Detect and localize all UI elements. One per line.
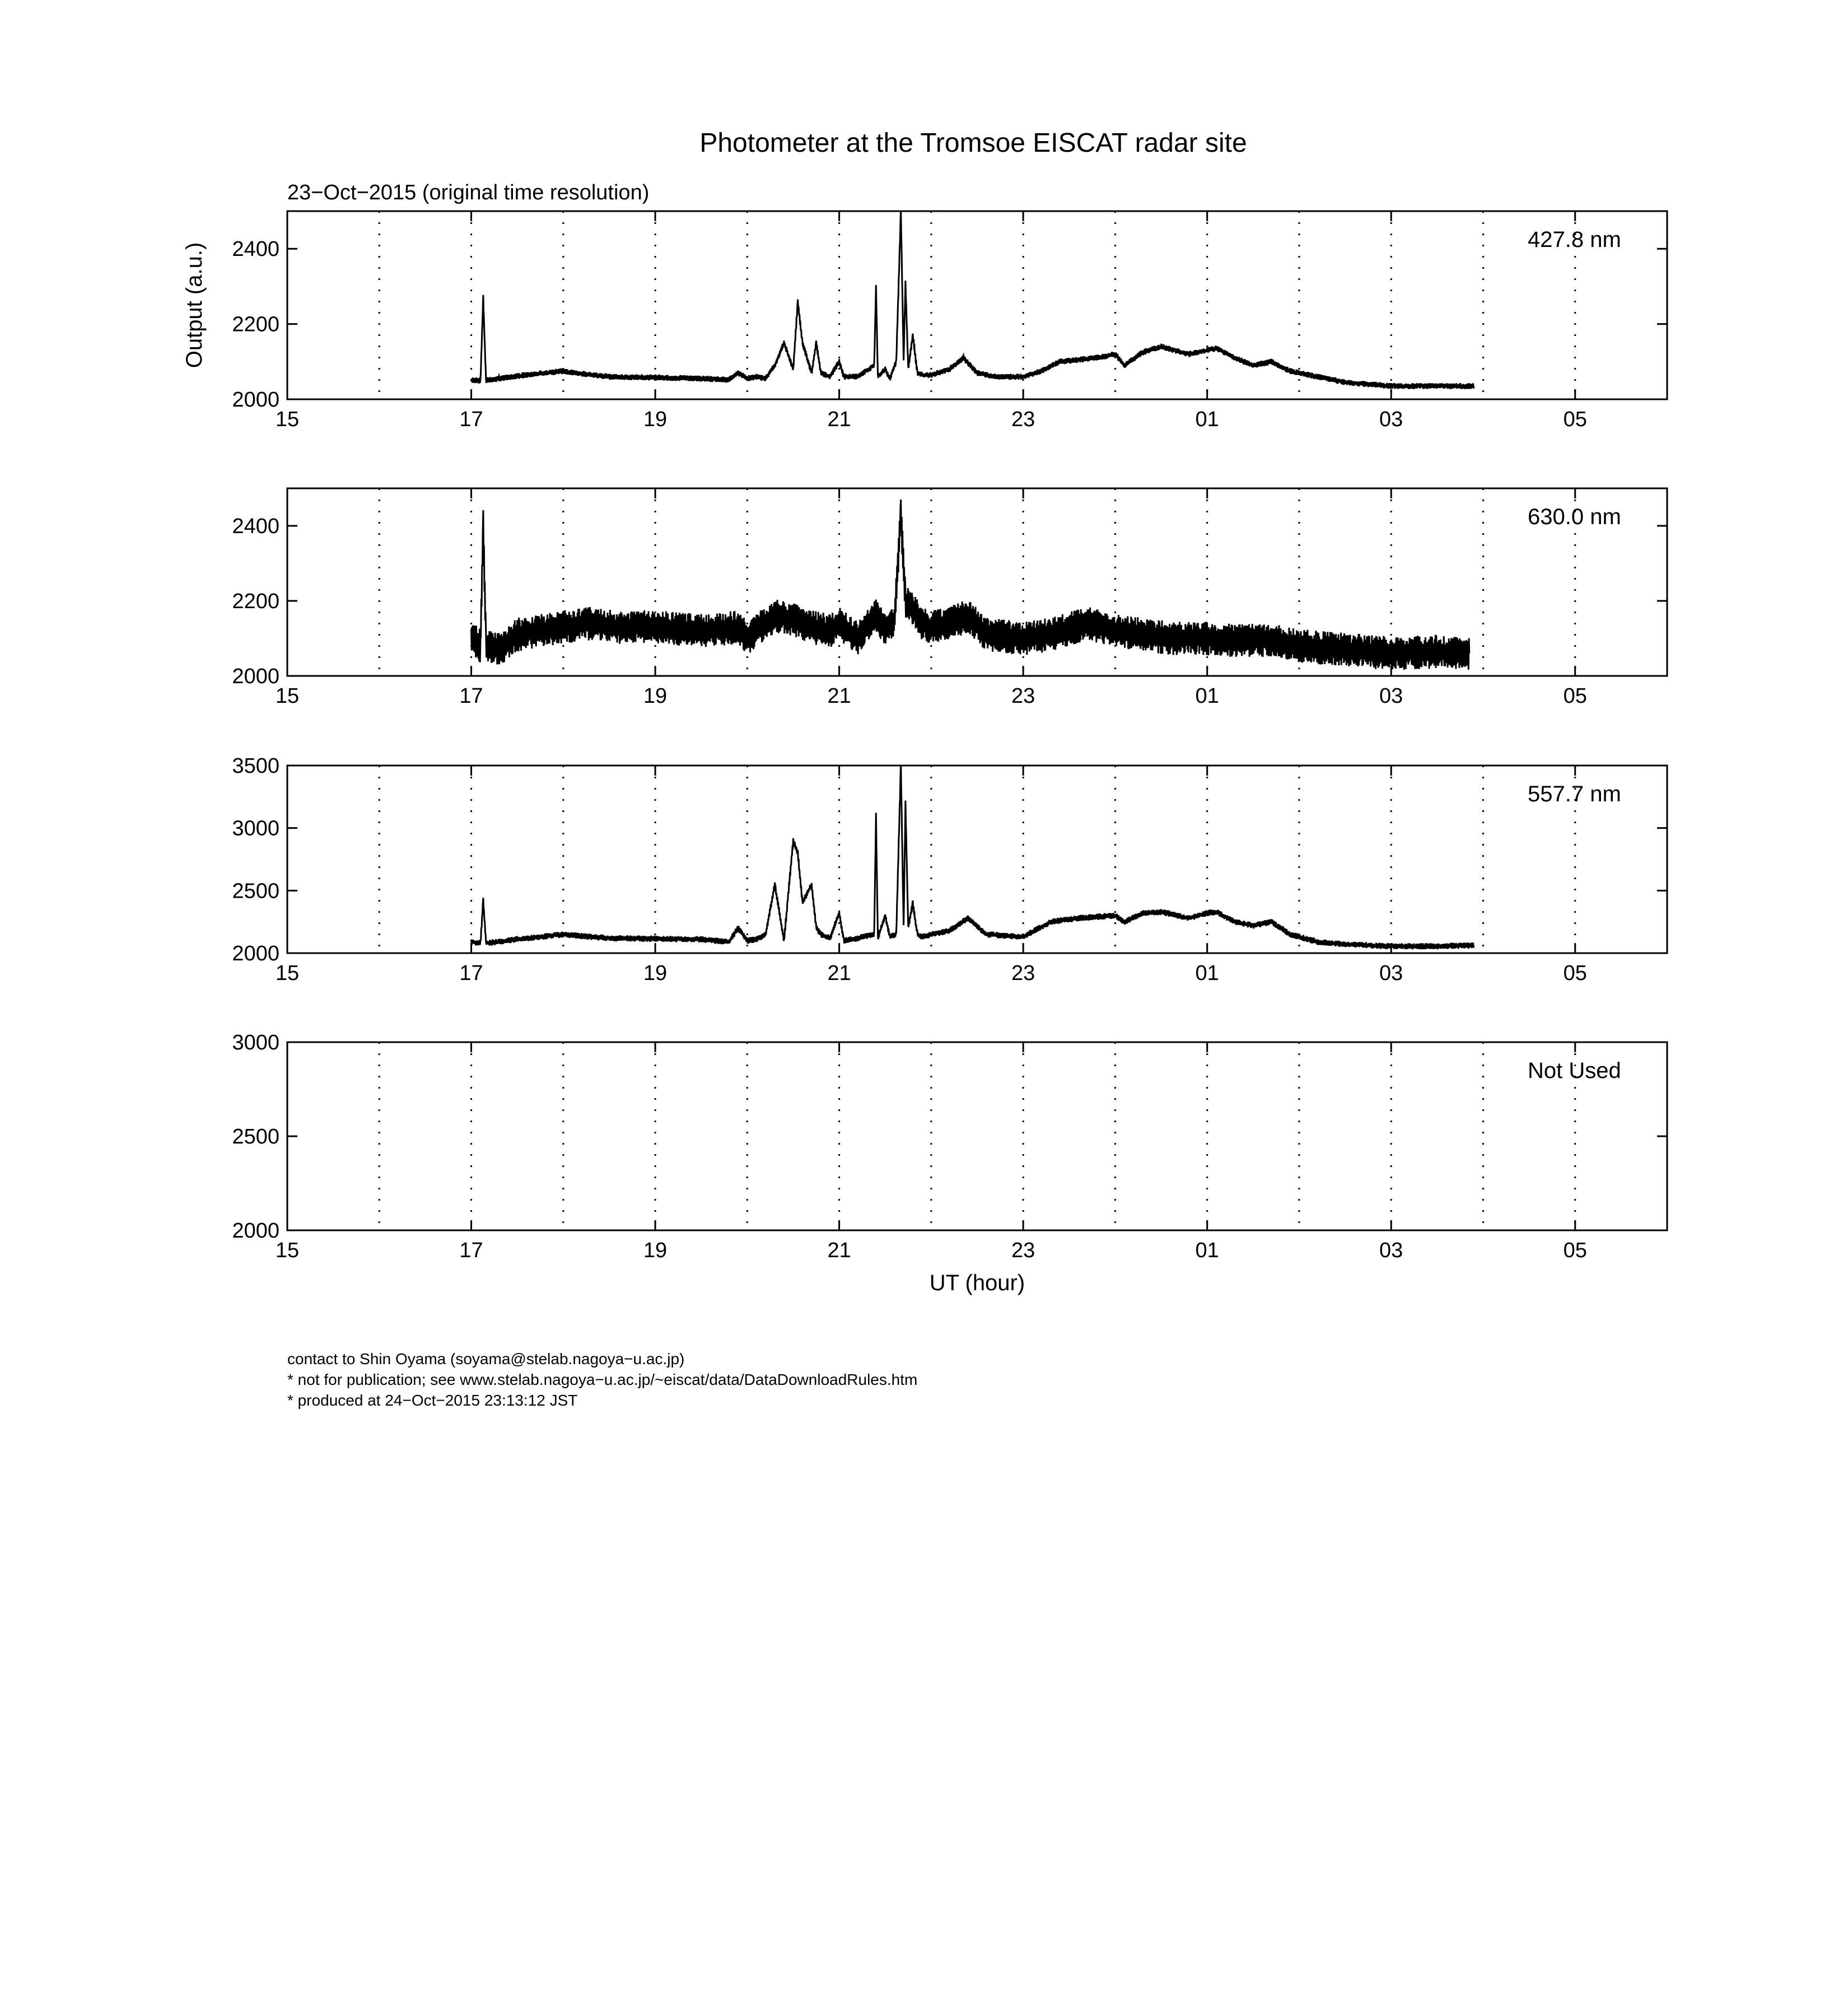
x-tick-label: 05 xyxy=(1563,408,1587,431)
y-tick-label: 2000 xyxy=(232,1219,279,1243)
footer-notes xyxy=(287,1348,917,1411)
x-tick-label: 19 xyxy=(643,1239,668,1262)
x-tick-label: 19 xyxy=(643,408,668,431)
y-tick-label: 3000 xyxy=(232,1031,279,1054)
series-label: 630.0 nm xyxy=(1528,505,1621,529)
series-line xyxy=(472,500,1469,670)
y-tick-label: 2200 xyxy=(232,312,279,337)
y-tick-label: 2500 xyxy=(232,1125,279,1149)
panel-1 xyxy=(182,209,1667,432)
x-tick-label: 23 xyxy=(1011,684,1035,708)
x-tick-label: 21 xyxy=(827,1239,851,1262)
y-tick-label: 2000 xyxy=(232,665,279,688)
x-tick-label: 05 xyxy=(1563,1239,1587,1262)
series-line xyxy=(472,763,1474,950)
x-tick-label: 03 xyxy=(1379,962,1403,985)
y-tick-label: 2500 xyxy=(232,879,279,903)
series-label: 427.8 nm xyxy=(1528,227,1621,252)
x-tick-label: 19 xyxy=(643,962,668,985)
x-axis-label: UT (hour) xyxy=(929,1271,1025,1295)
x-tick-label: 01 xyxy=(1195,408,1219,431)
x-tick-label: 05 xyxy=(1563,962,1587,985)
y-tick-label: 2000 xyxy=(232,942,279,965)
series-label: Not Used xyxy=(1528,1058,1621,1083)
x-tick-label: 21 xyxy=(827,962,851,985)
y-tick-label: 2400 xyxy=(232,515,279,538)
y-tick-label: 3500 xyxy=(232,754,279,778)
y-tick-label: 2200 xyxy=(232,590,279,613)
panel-2 xyxy=(232,488,1667,708)
axes-frame xyxy=(287,1042,1667,1230)
chart-subtitle: 23−Oct−2015 (original time resolution) xyxy=(287,181,650,204)
x-tick-label: 03 xyxy=(1379,1239,1403,1262)
x-tick-label: 15 xyxy=(275,684,300,708)
x-tick-label: 17 xyxy=(459,684,483,708)
x-tick-label: 23 xyxy=(1011,962,1035,985)
x-tick-label: 17 xyxy=(459,1239,483,1262)
x-tick-label: 15 xyxy=(275,1239,300,1262)
x-tick-label: 17 xyxy=(459,962,483,985)
footer-produced-at: * produced at 24−Oct−2015 23:13:12 JST xyxy=(287,1392,578,1409)
x-tick-label: 01 xyxy=(1195,962,1219,985)
x-tick-label: 23 xyxy=(1011,1239,1035,1262)
footer-contact: contact to Shin Oyama (soyama@stelab.nagoya−u.ac.jp) xyxy=(287,1350,685,1368)
x-tick-label: 03 xyxy=(1379,408,1403,431)
x-tick-label: 01 xyxy=(1195,684,1219,708)
series-label: 557.7 nm xyxy=(1528,782,1621,806)
x-tick-label: 01 xyxy=(1195,1239,1219,1262)
panel-3 xyxy=(232,754,1667,985)
x-tick-label: 15 xyxy=(275,962,300,985)
y-tick-label: 2400 xyxy=(232,237,279,262)
x-tick-label: 21 xyxy=(827,408,851,431)
x-tick-label: 21 xyxy=(827,684,851,708)
y-tick-label: 2000 xyxy=(232,388,279,412)
chart-title: Photometer at the Tromsoe EISCAT radar site xyxy=(699,128,1247,158)
x-tick-label: 05 xyxy=(1563,684,1587,708)
x-tick-label: 03 xyxy=(1379,684,1403,708)
panels xyxy=(182,209,1667,1296)
footer-publication-note: * not for publication; see www.stelab.nagoya−u.ac.jp/~eiscat/data/DataDownloadRules.htm xyxy=(287,1371,918,1388)
y-axis-label: Output (a.u.) xyxy=(182,242,207,368)
panel-4 xyxy=(232,1031,1667,1295)
x-tick-label: 19 xyxy=(643,684,668,708)
y-tick-label: 3000 xyxy=(232,816,279,841)
x-tick-label: 17 xyxy=(459,408,483,431)
series-line xyxy=(472,209,1474,389)
x-tick-label: 15 xyxy=(275,408,300,431)
x-tick-label: 23 xyxy=(1011,408,1035,431)
